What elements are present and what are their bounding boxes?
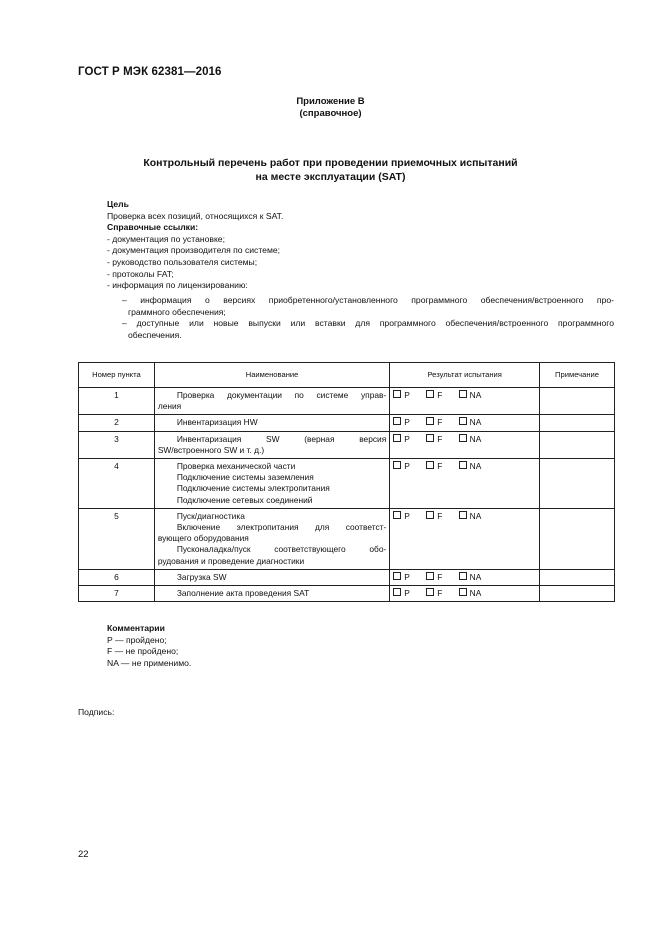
result-option[interactable]: F	[426, 588, 442, 599]
row-number: 7	[79, 586, 155, 602]
section-title-line-2: на месте эксплуатации (SAT)	[255, 171, 406, 183]
row-note	[540, 569, 615, 585]
row-name	[154, 388, 389, 415]
result-option[interactable]: P	[393, 390, 410, 401]
row-name-line: Проверка механической части	[176, 461, 296, 472]
row-name-line: Пусконаладка/пуск соответствующего обо-	[176, 544, 387, 555]
result-option[interactable]: F	[426, 434, 442, 445]
result-option[interactable]: P	[393, 434, 410, 445]
row-result	[390, 508, 540, 569]
sat-checklist-table	[78, 362, 615, 602]
license-subitem-line: граммного обеспечения;	[128, 306, 226, 317]
row-number: 5	[79, 508, 155, 569]
result-option[interactable]: F	[426, 572, 442, 583]
result-option[interactable]: NA	[459, 572, 482, 583]
license-subitem-line: – информация о версиях приобретенного/установленного программного обеспечения/встроенного про-	[122, 295, 614, 305]
row-name-line: Подключение системы заземления	[176, 472, 314, 483]
row-result	[390, 459, 540, 509]
checkbox-icon[interactable]	[426, 511, 434, 519]
result-option[interactable]: NA	[459, 461, 482, 472]
row-number: 1	[79, 388, 155, 415]
row-result	[390, 431, 540, 458]
result-option[interactable]: P	[393, 461, 410, 472]
goal-heading: Цель	[107, 199, 129, 209]
row-name	[154, 415, 389, 431]
row-name	[154, 431, 389, 458]
row-note	[540, 431, 615, 458]
checkbox-icon[interactable]	[426, 417, 434, 425]
document-header: ГОСТ Р МЭК 62381—2016	[78, 66, 222, 78]
row-name-line: ления	[157, 401, 182, 412]
license-subitem-line: обеспечения.	[128, 329, 182, 340]
checkbox-icon[interactable]	[459, 434, 467, 442]
table-row	[79, 508, 615, 569]
row-name	[154, 508, 389, 569]
result-option[interactable]: NA	[459, 434, 482, 445]
row-name-line: Загрузка SW	[176, 571, 227, 582]
row-name-line: вующего оборудования	[157, 533, 249, 544]
checkbox-icon[interactable]	[426, 434, 434, 442]
table-row	[79, 388, 615, 415]
checkbox-icon[interactable]	[393, 572, 401, 580]
table-header-row	[79, 363, 615, 388]
row-name-line: Пуск/диагностика	[176, 510, 245, 521]
page-number: 22	[78, 849, 89, 860]
row-note	[540, 388, 615, 415]
row-name-line: рудования и проведение диагностики	[157, 555, 305, 566]
col-header-result: Результат испытания	[390, 363, 540, 388]
table-row	[79, 431, 615, 458]
col-header-note: Примечание	[540, 363, 615, 388]
row-result	[390, 415, 540, 431]
row-name-line: Проверка документации по системе управ-	[176, 390, 387, 400]
checkbox-icon[interactable]	[426, 461, 434, 469]
col-header-name: Наименование	[154, 363, 389, 388]
checkbox-icon[interactable]	[393, 390, 401, 398]
license-subitem-line: – доступные или новые выпуски или вставки для программного обеспечения/встроенного программного	[122, 318, 614, 329]
annex-note: (справочное)	[299, 108, 362, 119]
annex-title: Приложение В	[296, 96, 365, 107]
result-option[interactable]: F	[426, 390, 442, 401]
comment-item: P — пройдено;	[107, 634, 167, 645]
checkbox-icon[interactable]	[393, 588, 401, 596]
ref-item: - руководство пользователя системы;	[107, 256, 258, 267]
license-subitems	[122, 295, 614, 341]
result-option[interactable]: P	[393, 588, 410, 599]
goal-text: Проверка всех позиций, относящихся к SAT.	[107, 210, 284, 221]
comment-item: F — не пройдено;	[107, 646, 179, 657]
checkbox-icon[interactable]	[459, 417, 467, 425]
checkbox-icon[interactable]	[459, 511, 467, 519]
table-row	[79, 415, 615, 431]
result-option[interactable]: F	[426, 511, 442, 522]
ref-item: - протоколы FAT;	[107, 268, 174, 279]
row-number: 3	[79, 431, 155, 458]
row-number: 4	[79, 459, 155, 509]
row-name-line: Инвентаризация SW (верная версия	[176, 433, 387, 444]
result-option[interactable]: F	[426, 417, 442, 428]
row-name	[154, 459, 389, 509]
checkbox-icon[interactable]	[426, 572, 434, 580]
signature-label: Подпись:	[78, 707, 115, 717]
result-option[interactable]: NA	[459, 417, 482, 428]
checkbox-icon[interactable]	[393, 434, 401, 442]
row-note	[540, 586, 615, 602]
comments-heading: Комментарии	[107, 623, 165, 633]
checkbox-icon[interactable]	[426, 390, 434, 398]
table-row	[79, 586, 615, 602]
table-row	[79, 569, 615, 585]
comments-block	[107, 623, 191, 669]
row-name-line: Подключение системы электропитания	[176, 483, 330, 494]
result-option[interactable]: P	[393, 417, 410, 428]
table-row	[79, 459, 615, 509]
row-note	[540, 459, 615, 509]
row-name	[154, 569, 389, 585]
ref-item: - документация производителя по системе;	[107, 245, 281, 256]
result-option[interactable]: NA	[459, 390, 482, 401]
ref-item: - информация по лицензированию:	[107, 280, 248, 291]
row-name-line: Инвентаризация HW	[176, 417, 258, 428]
result-option[interactable]: NA	[459, 511, 482, 522]
checkbox-icon[interactable]	[393, 461, 401, 469]
row-name-line: Заполнение акта проведения SAT	[176, 588, 310, 599]
row-result	[390, 586, 540, 602]
row-number: 2	[79, 415, 155, 431]
row-number: 6	[79, 569, 155, 585]
checkbox-icon[interactable]	[426, 588, 434, 596]
checkbox-icon[interactable]	[459, 461, 467, 469]
refs-heading: Справочные ссылки:	[107, 222, 199, 233]
row-note	[540, 415, 615, 431]
row-note	[540, 508, 615, 569]
row-result	[390, 569, 540, 585]
row-name	[154, 586, 389, 602]
result-option[interactable]: P	[393, 511, 410, 522]
row-name-line: Включение электропитания для соответст-	[176, 522, 387, 533]
row-name-line: SW/встроенного SW и т. д.)	[157, 444, 265, 455]
goal-block	[107, 199, 283, 292]
result-option[interactable]: P	[393, 572, 410, 583]
col-header-number: Номер пункта	[79, 363, 155, 388]
checkbox-icon[interactable]	[393, 511, 401, 519]
result-option[interactable]: NA	[459, 588, 482, 599]
row-result	[390, 388, 540, 415]
ref-item: - документация по установке;	[107, 233, 225, 244]
row-name-line: Подключение сетевых соединений	[176, 494, 313, 505]
checkbox-icon[interactable]	[393, 417, 401, 425]
result-option[interactable]: F	[426, 461, 442, 472]
checkbox-icon[interactable]	[459, 572, 467, 580]
checkbox-icon[interactable]	[459, 588, 467, 596]
section-title-line-1: Контрольный перечень работ при проведении приемочных испытаний	[143, 157, 518, 169]
comment-item: NA — не применимо.	[107, 657, 192, 668]
checkbox-icon[interactable]	[459, 390, 467, 398]
